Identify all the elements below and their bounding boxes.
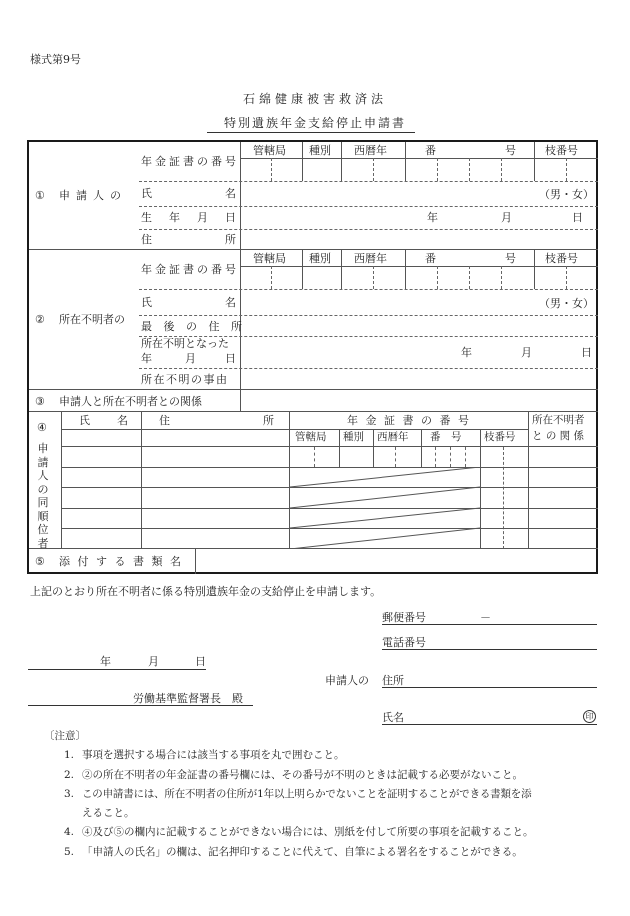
s4-row1-address-input[interactable] <box>142 447 288 467</box>
section3-number: ③ <box>35 395 45 408</box>
section5-label: 添 付 す る 書 類 名 <box>59 555 183 568</box>
s4-sub-year: 西暦年 <box>377 431 409 443</box>
applicant-prefix: 申請人の <box>325 674 369 687</box>
section5-number: ⑤ <box>35 555 45 568</box>
date-year-unit: 年 <box>100 655 111 668</box>
s4-row2-name-input[interactable] <box>62 468 140 487</box>
s1-name-label-b: 名 <box>225 187 236 200</box>
s1-name-input[interactable] <box>241 182 541 206</box>
s4-sub-type: 種別 <box>343 431 364 443</box>
side-char: 位 <box>37 523 49 536</box>
section4-bottom <box>29 548 598 549</box>
s2-missing-day-unit: 日 <box>581 346 592 359</box>
s4-hdr-relation-1: 所在不明者 <box>532 414 585 426</box>
s4-row2-address-input[interactable] <box>142 468 288 487</box>
section3-label: 申請人と所在不明者との関係 <box>59 395 202 408</box>
note-1-num: 1. <box>64 749 75 761</box>
postal-code-label: 郵便番号 <box>382 611 426 624</box>
s3-relationship-input[interactable] <box>241 391 597 411</box>
s4-row5-address-input[interactable] <box>142 529 288 548</box>
side-char: 同 <box>37 496 49 509</box>
s1-col-bureau: 管轄局 <box>253 144 286 157</box>
s1-birth-label-c: 月 <box>197 211 208 224</box>
s4-hdr-name-b: 名 <box>117 414 128 427</box>
postal-code-line <box>382 624 597 625</box>
s2-col-ban: 番 <box>425 252 436 265</box>
note-2-text: ②の所在不明者の年金証書の番号欄には、その番号が不明のときは記載する必要がないこと。 <box>82 769 523 781</box>
note-3-num: 3. <box>64 788 75 800</box>
side-char: の <box>37 482 49 496</box>
declaration-text: 上記のとおり所在不明者に係る特別遺族年金の支給停止を申請します。 <box>30 585 382 598</box>
s4-row5-name-input[interactable] <box>62 529 140 548</box>
s4-hdr-name-a: 氏 <box>79 414 90 427</box>
s1-address-label-b: 所 <box>225 233 236 246</box>
s2-col-type: 種別 <box>309 252 331 265</box>
s2-col-bureau: 管轄局 <box>253 252 286 265</box>
s1-birth-label-a: 生 <box>141 211 152 224</box>
section4-number: ④ <box>37 421 47 434</box>
document-title: 特別遺族年金支給停止申請書 <box>223 116 406 130</box>
note-5-text: 「申請人の氏名」の欄は、記名押印することに代えて、自筆による署名をすることができる。 <box>82 846 523 858</box>
s4-row3-name-input[interactable] <box>62 488 140 508</box>
form-number: 様式第9号 <box>30 53 81 66</box>
s1-col-year: 西暦年 <box>354 144 387 157</box>
s2-missing-date-label-2b: 月 <box>185 352 196 365</box>
note-4-text: ④及び⑤の欄内に記載することができない場合には、別紙を付して所要の事項を記載すること。 <box>82 826 534 838</box>
section2-number: ② <box>35 313 45 326</box>
s1-name-label-a: 氏 <box>141 187 152 200</box>
section1-number: ① <box>35 189 45 202</box>
s2-reason-input[interactable] <box>241 369 597 389</box>
s1-address-input[interactable] <box>241 230 597 249</box>
s1-address-label-a: 住 <box>141 233 152 246</box>
applicant-address-input[interactable] <box>410 671 597 687</box>
s1-birth-year-unit: 年 <box>427 211 438 224</box>
s2-last-address-label: 最 後 の 住 所 <box>141 320 246 333</box>
s4-row1-pension-input[interactable] <box>290 447 527 467</box>
s2-name-input[interactable] <box>241 290 541 315</box>
s2-col-go: 号 <box>505 252 516 265</box>
addressee-text: 労働基準監督署長 殿 <box>133 692 243 705</box>
note-4-num: 4. <box>64 826 75 838</box>
phone-label: 電話番号 <box>382 636 426 649</box>
s4-diagonal-slashes <box>290 467 480 549</box>
s2-missing-year-unit: 年 <box>461 346 472 359</box>
postal-code-dash: － <box>480 611 491 624</box>
s4-sub-bureau: 管轄局 <box>295 431 327 443</box>
s1-gender-choice[interactable]: （男・女） <box>539 188 594 201</box>
s4-hdr-address-b: 所 <box>263 414 274 427</box>
s1-col-ban: 番 <box>425 144 436 157</box>
seal-icon: 印 <box>583 710 596 723</box>
s2-col-branch: 枝番号 <box>545 252 578 265</box>
note-1-text: 事項を選択する場合には該当する事項を丸で囲むこと。 <box>82 749 345 761</box>
s4-row3-relation-input[interactable] <box>529 488 597 508</box>
name-line <box>382 724 597 725</box>
s2-reason-label: 所在不明の事由 <box>141 373 229 386</box>
law-title: 石綿健康被害救済法 <box>242 92 387 106</box>
applicant-name-input[interactable] <box>410 708 575 724</box>
s1-birth-day-unit: 日 <box>572 211 583 224</box>
note-3-text: この申請書には、所在不明者の住所が1年以上明らかでないことを証明することができる書類を添 <box>82 788 532 800</box>
s2-pension-label: 年金証書の番号 <box>141 263 239 276</box>
addressee-line <box>28 705 253 706</box>
s1-birth-label-b: 年 <box>169 211 180 224</box>
date-month-unit: 月 <box>148 655 159 668</box>
s4-row5-relation-input[interactable] <box>529 529 597 548</box>
date-line <box>28 669 206 670</box>
s2-pension-number-input[interactable] <box>241 267 597 289</box>
s1-col-branch: 枝番号 <box>545 144 578 157</box>
side-char: 人 <box>37 469 49 482</box>
phone-line <box>382 649 597 650</box>
s4-hdr-line <box>61 429 528 430</box>
address-label: 住所 <box>382 674 404 687</box>
postal-code-input[interactable] <box>430 608 597 624</box>
section2-label: 所在不明者の <box>59 313 125 326</box>
s4-sub-number: 番 号 <box>430 431 462 443</box>
s2-missing-date-label-2c: 日 <box>225 352 236 365</box>
notes-title: 〔注意〕 <box>44 730 86 742</box>
s2-col-year: 西暦年 <box>354 252 387 265</box>
s2-missing-date-label-1: 所在不明となった <box>141 337 229 350</box>
s1-pension-label: 年金証書の番号 <box>141 155 239 168</box>
side-char: 申 <box>37 442 49 455</box>
name-label: 氏名 <box>382 711 404 724</box>
phone-input[interactable] <box>430 633 597 649</box>
s2-last-address-input[interactable] <box>241 316 597 336</box>
s4-hdr-relation-2: と の 関 係 <box>532 430 585 442</box>
side-char: 者 <box>37 536 49 550</box>
section2-bottom <box>29 389 598 390</box>
s4-sub-branch: 枝番号 <box>484 431 516 443</box>
note-3-cont: えること。 <box>82 807 135 819</box>
date-day-unit: 日 <box>195 655 206 668</box>
side-char: 順 <box>37 509 49 523</box>
section4-side-label <box>35 442 51 550</box>
s1-col-type: 種別 <box>309 144 331 157</box>
note-5-num: 5. <box>64 846 75 858</box>
s2-gender-choice[interactable]: （男・女） <box>539 297 594 310</box>
section1-label: 申請人の <box>59 189 127 202</box>
s4-hdr-pension-number: 年 金 証 書 の 番 号 <box>347 414 471 427</box>
s2-missing-date-input[interactable] <box>241 337 597 368</box>
s1-pension-number-input[interactable] <box>241 159 597 181</box>
labor-office-input[interactable] <box>28 689 128 705</box>
s4-row4-relation-input[interactable] <box>529 509 597 528</box>
note-2-num: 2. <box>64 769 75 781</box>
s4-row3-address-input[interactable] <box>142 488 288 508</box>
s2-missing-date-label-2a: 年 <box>141 352 152 365</box>
s2-missing-month-unit: 月 <box>521 346 532 359</box>
section1-bottom <box>29 249 598 250</box>
s2-name-label-a: 氏 <box>141 296 152 309</box>
s4-hdr-address-a: 住 <box>159 414 170 427</box>
s1-col-go: 号 <box>505 144 516 157</box>
s4-row4-address-input[interactable] <box>142 509 288 528</box>
s4-row1-relation-input[interactable] <box>529 447 597 467</box>
s4-row4-name-input[interactable] <box>62 509 140 528</box>
side-char: 請 <box>37 455 49 469</box>
application-form-table <box>27 140 598 574</box>
s4-row1-name-input[interactable] <box>62 447 140 467</box>
title-underline <box>207 132 415 133</box>
address-line <box>382 687 597 688</box>
s4-row2-relation-input[interactable] <box>529 468 597 487</box>
s1-birth-month-unit: 月 <box>501 211 512 224</box>
s2-name-label-b: 名 <box>225 296 236 309</box>
s1-birth-label-d: 日 <box>225 211 236 224</box>
s1-birthdate-input[interactable] <box>241 207 597 229</box>
application-date-input[interactable] <box>28 652 206 669</box>
s5-attachments-input[interactable] <box>196 550 597 573</box>
section3-bottom <box>29 411 598 412</box>
